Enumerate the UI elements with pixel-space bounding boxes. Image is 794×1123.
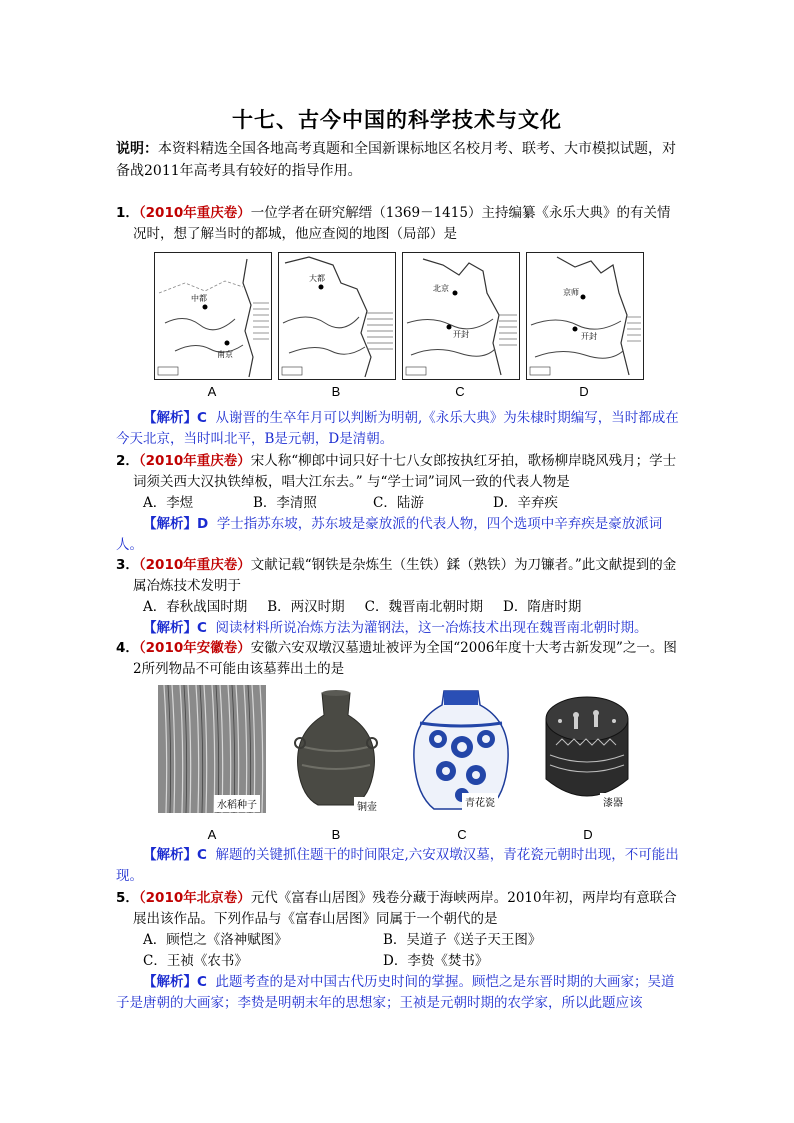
- question-5-option-b: B．吴道子《送子天王图》: [383, 932, 542, 948]
- question-3-option-a: A．春秋战国时期: [143, 599, 248, 615]
- question-1-stem: 1．（2010年重庆卷）一位学者在研究解缙（1369－1415）主持编纂《永乐大典》的有关情况时，想了解当时的都城，他应查阅的地图（局部）是: [116, 205, 671, 242]
- question-2-options: [116, 493, 682, 514]
- question-3-answer-text: 阅读材料所说冶炼方法为灌钢法，这一冶炼技术出现在魏晋南北朝时期。: [215, 620, 648, 636]
- question-3-option-b: B．两汉时期: [267, 599, 345, 615]
- question-3-option-c: C．魏晋南北朝时期: [364, 599, 484, 615]
- question-5-stem: 5．（2010年北京卷）元代《富春山居图》残卷分藏于海峡两岸。2010年初，两岸均有意联合展出该作品。下列作品与《富春山居图》同属于一个朝代的是: [116, 890, 677, 927]
- artifact-a-label: A: [207, 827, 217, 842]
- map-a-city-1: 中都: [191, 294, 207, 303]
- question-2-option-b: B．李清照: [253, 495, 317, 511]
- map-a-label: A: [207, 384, 217, 399]
- question-5-source: （2010年北京卷）: [138, 890, 251, 906]
- question-1-answer-tag: 【解析】C: [143, 410, 207, 426]
- question-3: [116, 555, 682, 639]
- question-2: [116, 451, 682, 556]
- question-5-options: [116, 930, 682, 972]
- artifact-b-label: B: [331, 827, 341, 842]
- question-5-option-c: C．王祯《农书》: [143, 953, 248, 969]
- question-3-options: [116, 597, 682, 618]
- map-a-city-2: 南京: [217, 350, 233, 359]
- question-2-answer: [116, 514, 682, 556]
- question-4-answer-text: 解题的关键抓住题干的时间限定,六安双墩汉墓，青花瓷元朝时出现，不可能出现。: [116, 847, 679, 884]
- question-2-option-c: C．陆游: [373, 495, 424, 511]
- map-c-city-2: 开封: [453, 330, 469, 339]
- map-b-city-1: 大都: [309, 274, 325, 283]
- artifact-images: [158, 685, 638, 845]
- map-c: [402, 252, 520, 380]
- question-3-answer: [116, 618, 682, 639]
- map-b-label: B: [331, 384, 341, 399]
- map-a: [154, 252, 272, 380]
- question-5-answer: [116, 972, 682, 1014]
- map-c-city-1: 北京: [433, 284, 449, 293]
- artifact-a-rice-image: [158, 685, 266, 813]
- artifact-d-lacquerware-image: [536, 685, 638, 813]
- question-1-text: 一位学者在研究解缙（1369－1415）主持编纂《永乐大典》的有关情况时，想了解当时的都城，他应查阅的地图（局部）是: [133, 205, 671, 242]
- artifact-b-caption: 铜壶: [354, 797, 380, 814]
- question-3-answer-tag: 【解析】C: [143, 620, 207, 636]
- question-2-text: 宋人称“柳郎中词只好十七八女郎按执红牙拍，歌杨柳岸晓风残月；学士词须关西大汉执铁绰板，唱大江东去。” 与“学士词”词风一致的代表人物是: [133, 453, 677, 490]
- page-title: 十七、古今中国的科学技术与文化: [232, 108, 562, 132]
- question-3-text: 文献记载“钢铁是杂炼生（生铁）鍒（熟铁）为刀镰者。”此文献提到的金属冶炼技术发明于: [133, 557, 677, 594]
- map-c-label: C: [455, 384, 465, 399]
- map-d-label: D: [579, 384, 589, 399]
- question-1-answer-text: 从谢晋的生卒年月可以判断为明朝,《永乐大典》为朱棣时期编写，当时都成在今天北京，当时叫北平，B是元朝，D是清朝。: [116, 410, 679, 447]
- intro-paragraph: [116, 138, 682, 182]
- question-2-stem: 2．（2010年重庆卷）宋人称“柳郎中词只好十七八女郎按执红牙拍，歌杨柳岸晓风残月；学士词须关西大汉执铁绰板，唱大江东去。” 与“学士词”词风一致的代表人物是: [116, 453, 677, 490]
- artifact-d-caption: 漆器: [600, 793, 626, 810]
- question-4-answer: [116, 845, 682, 887]
- question-5-option-a: A．顾恺之《洛神赋图》: [143, 932, 288, 948]
- map-d-city-2: 开封: [581, 332, 597, 341]
- question-5-text: 元代《富春山居图》残卷分藏于海峡两岸。2010年初，两岸均有意联合展出该作品。下列作品与《富春山居图》同属于一个朝代的是: [133, 890, 677, 927]
- map-d: [526, 252, 644, 380]
- artifact-c-label: C: [457, 827, 467, 842]
- question-1-answer: [116, 408, 682, 450]
- question-2-answer-text: 学士指苏东坡，苏东坡是豪放派的代表人物，四个选项中辛弃疾是豪放派词人。: [116, 516, 663, 553]
- map-d-drawing: [527, 253, 643, 379]
- question-2-source: （2010年重庆卷）: [138, 453, 251, 469]
- question-4-text: 安徽六安双墩汉墓遗址被评为全国“2006年度十大考古新发现”之一。图2所列物品不可能由该墓葬出土的是: [133, 640, 677, 677]
- question-4-source: （2010年安徽卷）: [138, 640, 251, 656]
- question-3-stem: 3．（2010年重庆卷）文献记载“钢铁是杂炼生（生铁）鍒（熟铁）为刀镰者。”此文献提到的金属冶炼技术发明于: [116, 557, 677, 594]
- question-4-answer-tag: 【解析】C: [143, 847, 207, 863]
- question-1: [116, 203, 682, 245]
- map-b-drawing: [279, 253, 395, 379]
- map-d-city-1: 京师: [563, 288, 579, 297]
- question-5-option-d: D．李贽《焚书》: [383, 953, 489, 969]
- question-4-stem: 4．（2010年安徽卷）安徽六安双墩汉墓遗址被评为全国“2006年度十大考古新发现”之一。图2所列物品不可能由该墓葬出土的是: [116, 640, 677, 677]
- intro-text: 本资料精选全国各地高考真题和全国新课标地区名校月考、联考、大市模拟试题，对备战2011年高考具有较好的指导作用。: [116, 141, 676, 179]
- question-2-option-d: D．辛弃疾: [493, 495, 558, 511]
- artifact-a-caption: 水稻种子: [214, 795, 260, 812]
- question-3-option-d: D．隋唐时期: [503, 599, 582, 615]
- map-options: [154, 252, 644, 400]
- question-5: [116, 888, 682, 1014]
- question-5-answer-tag: 【解析】C: [143, 974, 207, 990]
- artifact-c-porcelain-image: [410, 685, 512, 813]
- artifact-d-label: D: [583, 827, 593, 842]
- question-3-source: （2010年重庆卷）: [138, 557, 251, 573]
- question-2-option-a: A．李煜: [143, 495, 194, 511]
- artifact-b-bronze-pot-image: [282, 685, 390, 813]
- map-b: [278, 252, 396, 380]
- question-2-answer-tag: 【解析】D: [143, 516, 209, 532]
- intro-label: 说明：: [116, 141, 158, 157]
- question-5-answer-text: 此题考查的是对中国古代历史时间的掌握。顾恺之是东晋时期的大画家；吴道子是唐朝的大画家；李贽是明朝末年的思想家；王祯是元朝时期的农学家，所以此题应该: [116, 974, 675, 1011]
- question-4: [116, 638, 682, 680]
- artifact-c-caption: 青花瓷: [462, 793, 498, 810]
- question-1-source: （2010年重庆卷）: [138, 205, 251, 221]
- map-a-drawing: [155, 253, 271, 379]
- map-c-drawing: [403, 253, 519, 379]
